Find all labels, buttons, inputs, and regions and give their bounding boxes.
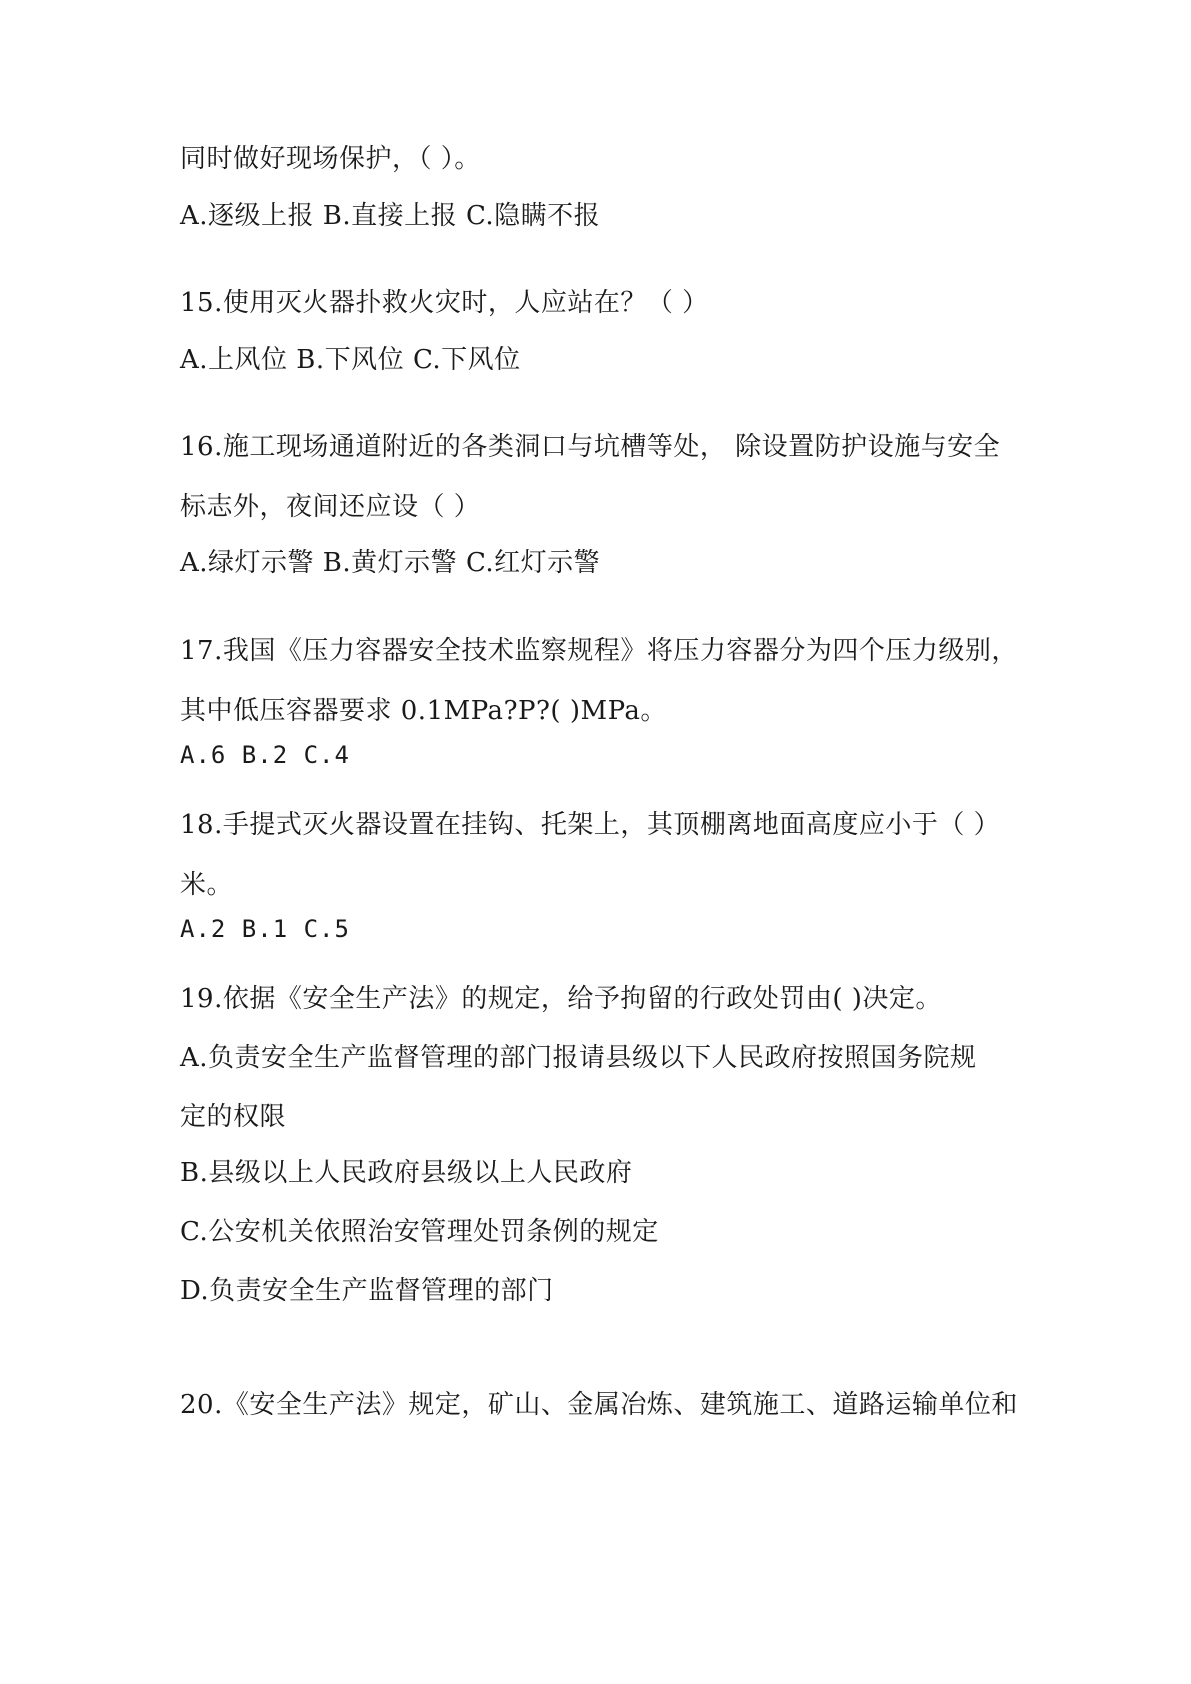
question-19-option-a-line-2: 定的权限 [180, 1102, 287, 1132]
question-19-text: 19.依据《安全生产法》的规定，给予拘留的行政处罚由( )决定。 [180, 984, 942, 1014]
question-14-options: A.逐级上报 B.直接上报 C.隐瞒不报 [180, 201, 601, 231]
question-19-option-d: D.负责安全生产监督管理的部门 [180, 1276, 554, 1306]
question-19-option-c: C.公安机关依照治安管理处罚条例的规定 [180, 1217, 659, 1247]
question-16-options: A.绿灯示警 B.黄灯示警 C.红灯示警 [180, 548, 601, 578]
question-15-options: A.上风位 B.下风位 C.下风位 [180, 345, 521, 375]
question-17-options: A.6 B.2 C.4 [180, 741, 350, 769]
question-14-continuation: 同时做好现场保护，（ ）。 [180, 144, 481, 174]
question-19-option-b: B.县级以上人民政府县级以上人民政府 [180, 1158, 633, 1188]
question-19-option-a-line-1: A.负责安全生产监督管理的部门报请县级以下人民政府按照国务院规 [180, 1043, 977, 1073]
question-17-text-line-2: 其中低压容器要求 0.1MPa?P?( )MPa。 [180, 696, 667, 726]
question-18-options: A.2 B.1 C.5 [180, 915, 350, 943]
question-18-text-line-2: 米。 [180, 870, 234, 900]
question-17-text-line-1: 17.我国《压力容器安全技术监察规程》将压力容器分为四个压力级别， [180, 636, 1018, 666]
question-15-text: 15.使用灭火器扑救火灾时，人应站在？（ ） [180, 288, 709, 318]
question-20-text: 20.《安全生产法》规定，矿山、金属冶炼、建筑施工、道路运输单位和 [180, 1390, 1018, 1420]
question-16-text-line-2: 标志外，夜间还应设（ ） [180, 492, 481, 522]
question-18-text-line-1: 18.手提式灭火器设置在挂钩、托架上，其顶棚离地面高度应小于（ ） [180, 810, 1001, 840]
question-16-text-line-1: 16.施工现场通道附近的各类洞口与坑槽等处， 除设置防护设施与安全 [180, 432, 1001, 462]
